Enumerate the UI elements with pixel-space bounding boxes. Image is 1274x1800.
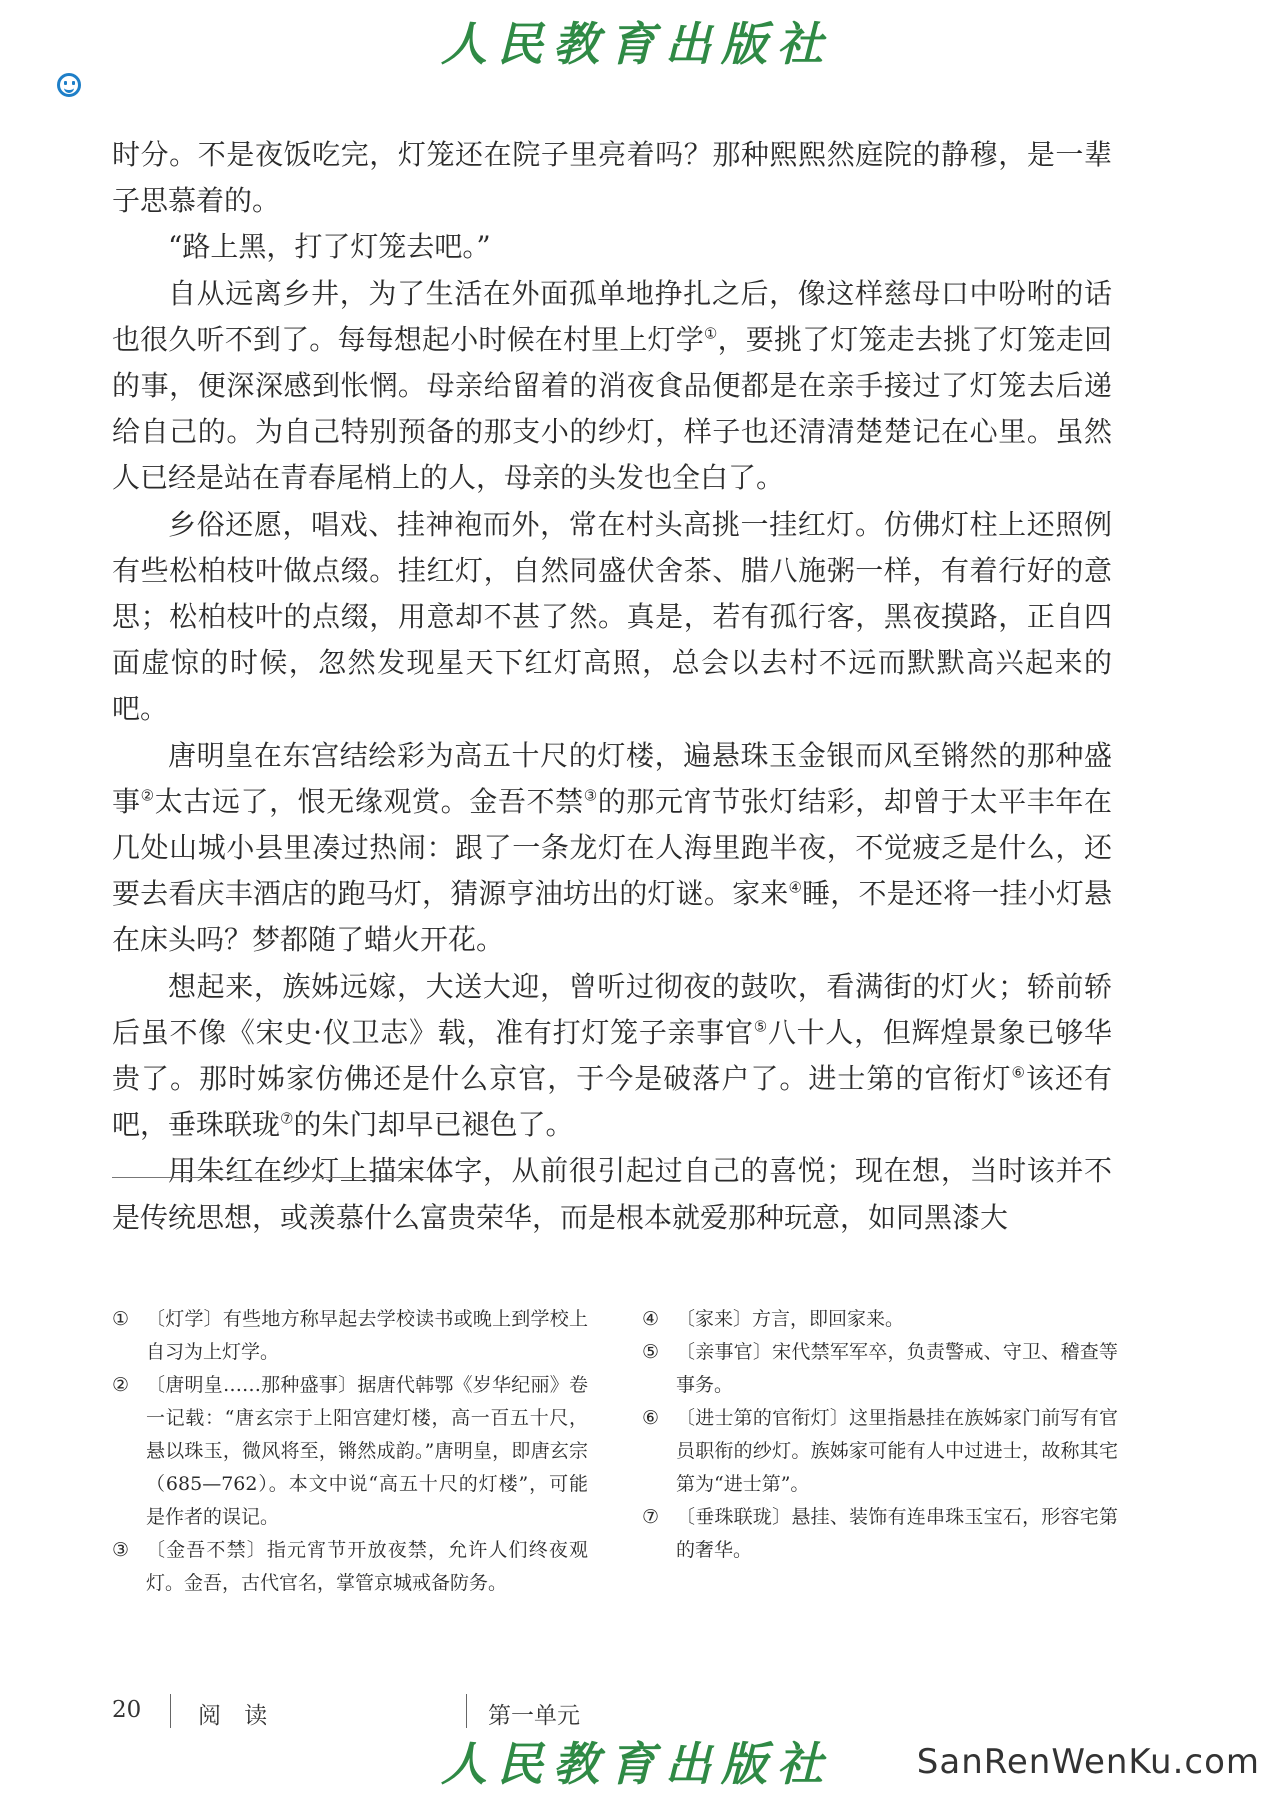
footnote-ref: ⑤ [753,1017,768,1036]
footnote-item: ① 〔灯学〕有些地方称早起去学校读书或晚上到学校上自习为上灯学。 [112,1308,588,1363]
publisher-logo-top: 人民教育出版社 [441,17,833,71]
footnotes-left-column [112,1303,588,1600]
paragraph-4: 乡俗还愿，唱戏、挂神袍而外，常在村头高挑一挂红灯。仿佛灯柱上还照例有些松柏枝叶做点缀。挂红灯，自然同盛伏舍茶、腊八施粥一样，有着行好的意思；松柏枝叶的点缀，用意却不甚了然。真是，若有孤行客，黑夜摸路，正自四面虚惊的时候，忽然发现星天下红灯高照，总会以去村不远而默默高兴起来的吧。 [112,507,1112,726]
footnote-item: ④ 〔家来〕方言，即回家来。 [642,1308,905,1330]
paragraph-2: “路上黑，打了灯笼去吧。” [168,230,491,264]
paragraph-5: 唐明皇在东宫结绘彩为高五十尺的灯楼，遍悬珠玉金银而风至锵然的那种盛事②太古远了，恨无缘观赏。金吾不禁③的那元宵节张灯结彩，却曾于太平丰年在几处山城小县里凑过热闹：跟了一条龙灯在人海里跑半夜，不觉疲乏是什么，还要去看庆丰酒店的跑马灯，猜源亨油坊出的灯谜。家来④睡，不是还将一挂小灯悬在床头吗？梦都随了蜡火开花。 [112,738,1112,957]
paragraph-1: 时分。不是夜饭吃完，灯笼还在院子里亮着吗？那种熙熙然庭院的静穆，是一辈子思慕着的。 [112,138,1112,218]
footnote-ref: ③ [583,786,598,805]
paragraph-7: 用朱红在纱灯上描宋体字，从前很引起过自己的喜悦；现在想，当时该并不是传统思想，或羡慕什么富贵荣华，而是根本就爱那种玩意，如同黑漆大 [112,1154,1112,1234]
footer-divider [466,1694,467,1728]
article-body [112,132,1112,1241]
footnote-item: ⑦ 〔垂珠联珑〕悬挂、装饰有连串珠玉宝石，形容宅第的奢华。 [642,1506,1118,1561]
footnote-item: ② 〔唐明皇……那种盛事〕据唐代韩鄂《岁华纪丽》卷一记载：“唐玄宗于上阳宫建灯楼，高一百五十尺，悬以珠玉，微风将至，锵然成韵。”唐明皇，即唐玄宗（685—762）。本文中说“高五十尺的灯楼”，可能是作者的误记。 [112,1374,588,1528]
site-watermark: SanRenWenKu.com [916,1742,1260,1782]
paragraph-6: 想起来，族姊远嫁，大送大迎，曾听过彻夜的鼓吹，看满街的灯火；轿前轿后虽不像《宋史·仪卫志》载，准有打灯笼子亲事官⑤八十人，但辉煌景象已够华贵了。那时姊家仿佛还是什么京官，于今是破落户了。进士第的官衔灯⑥该还有吧，垂珠联珑⑦的朱门却早已褪色了。 [112,969,1112,1142]
footnote-ref: ⑥ [1011,1063,1026,1082]
footnote-ref: ① [703,324,718,343]
footer-divider [170,1694,171,1728]
footnote-item: ⑤ 〔亲事官〕宋代禁军军卒，负责警戒、守卫、稽查等事务。 [642,1341,1118,1396]
page-number: 20 [112,1697,142,1723]
footnote-item: ⑥ 〔进士第的官衔灯〕这里指悬挂在族姊家门前写有官员职衔的纱灯。族姊家可能有人中过进士，故称其宅第为“进士第”。 [642,1407,1118,1495]
unit-label: 第一单元 [488,1703,580,1729]
footnote-ref: ④ [788,878,803,897]
footnote-ref: ⑦ [280,1109,294,1128]
publisher-logo-bottom: 人民教育出版社 [441,1737,833,1791]
footnotes-right-column [642,1303,1118,1567]
section-label: 阅 读 [198,1703,276,1729]
footnote-item: ③ 〔金吾不禁〕指元宵节开放夜禁，允许人们终夜观灯。金吾，古代官名，掌管京城戒备防务。 [112,1539,588,1594]
paragraph-3: 自从远离乡井，为了生活在外面孤单地挣扎之后，像这样慈母口中吩咐的话也很久听不到了。每每想起小时候在村里上灯学①，要挑了灯笼走去挑了灯笼走回的事，便深深感到怅惘。母亲给留着的消夜食品便都是在亲手接过了灯笼去后递给自己的。为自己特别预备的那支小的纱灯，样子也还清清楚楚记在心里。虽然人已经是站在青春尾梢上的人，母亲的头发也全白了。 [112,276,1112,495]
footnote-divider [112,1177,446,1178]
smiley-icon [57,73,81,97]
footnote-ref: ② [140,786,155,805]
